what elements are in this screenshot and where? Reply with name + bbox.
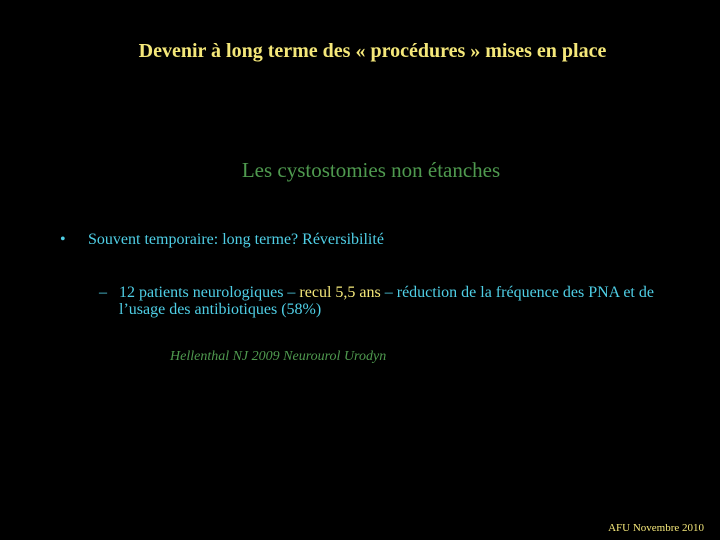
footer-label: AFU Novembre 2010	[608, 522, 704, 534]
sub-bullet-text-part2: – réduction de la fréquence des PNA et de l’usage des antibiotiques (58%)	[119, 284, 654, 318]
slide-title: Devenir à long terme des « procédures » mises en place	[138, 40, 607, 62]
sub-bullet-marker: –	[99, 284, 107, 301]
slide-subtitle: Les cystostomies non étanches	[241, 158, 501, 182]
sub-bullet-text	[119, 284, 699, 318]
sub-bullet-text-part1: 12 patients neurologiques –	[119, 284, 300, 301]
sub-bullet-highlight: recul 5,5 ans	[299, 284, 381, 301]
bullet-text: Souvent temporaire: long terme? Réversibilité	[88, 231, 384, 248]
citation-reference: Hellenthal NJ 2009 Neurourol Urodyn	[170, 349, 387, 364]
bullet-marker: •	[60, 231, 66, 248]
bullet-item	[60, 231, 384, 249]
sub-bullet-item	[99, 284, 699, 318]
